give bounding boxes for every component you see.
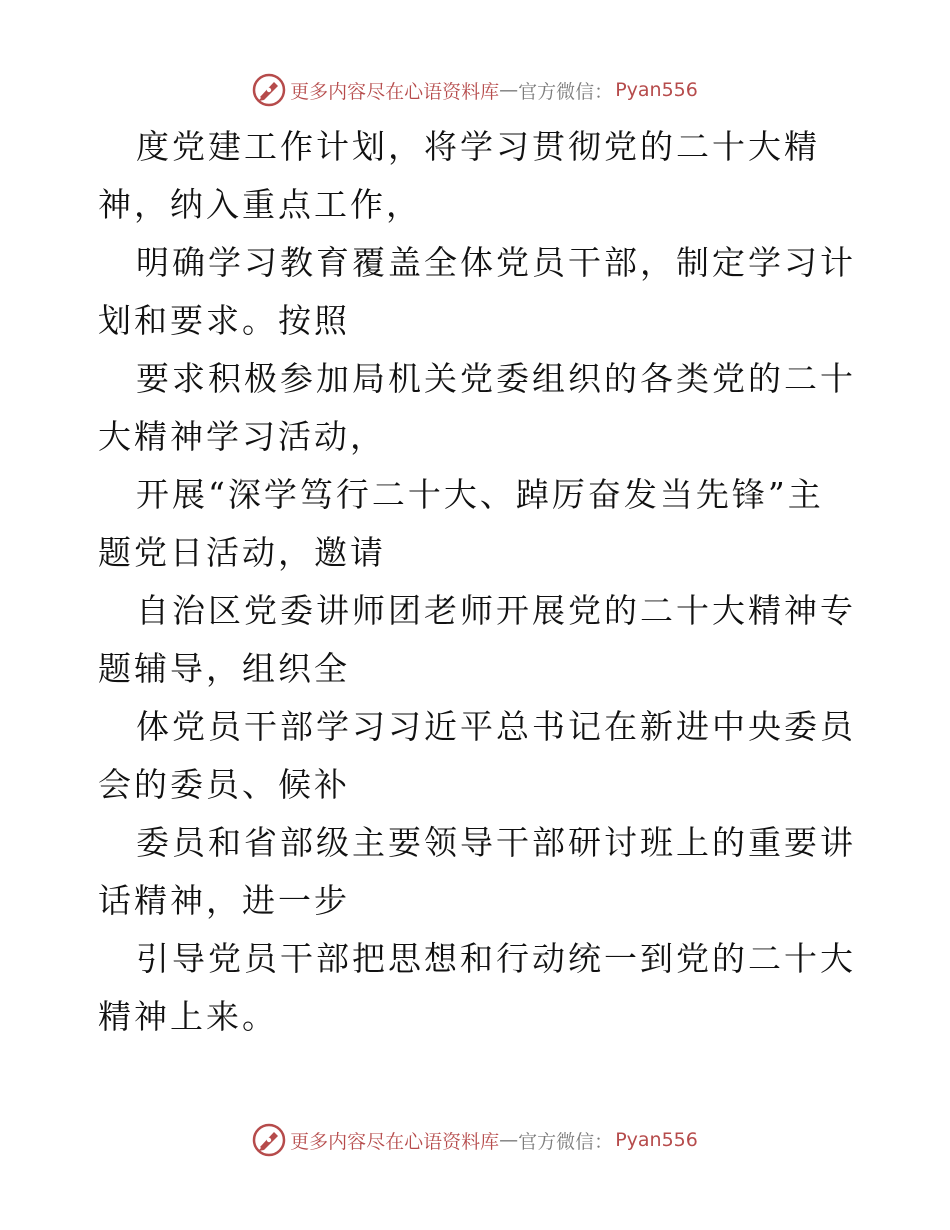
watermark-wechat-label: 官方微信： — [518, 1130, 614, 1153]
watermark-wechat-label: 官方微信： — [518, 80, 614, 103]
header-watermark — [0, 70, 950, 110]
footer-watermark — [0, 1120, 950, 1160]
watermark-wechat-id: Pyan556 — [615, 79, 698, 101]
pen-seal-icon — [252, 1123, 286, 1157]
watermark-wechat-id: Pyan556 — [615, 1129, 698, 1151]
paragraph: 开展“深学笃行二十大、踔厉奋发当先锋”主题党日活动，邀请 — [98, 475, 824, 572]
watermark-separator: — — [499, 1129, 519, 1151]
paragraph: 委员和省部级主要领导干部研讨班上的重要讲话精神，进一步 — [98, 823, 856, 920]
document-body — [98, 118, 858, 1046]
paragraph: 要求积极参加局机关党委组织的各类党的二十大精神学习活动， — [98, 359, 856, 456]
paragraph: 明确学习教育覆盖全体党员干部，制定学习计划和要求。按照 — [98, 243, 856, 340]
watermark-separator: — — [499, 79, 519, 101]
watermark-site: 更多内容尽在心语资料库 — [290, 80, 500, 103]
paragraph: 体党员干部学习习近平总书记在新进中央委员会的委员、候补 — [98, 707, 856, 804]
watermark-site: 更多内容尽在心语资料库 — [290, 1130, 500, 1153]
pen-seal-icon — [252, 73, 286, 107]
paragraph: 度党建工作计划，将学习贯彻党的二十大精神，纳入重点工作， — [98, 127, 820, 224]
paragraph: 引导党员干部把思想和行动统一到党的二十大精神上来。 — [98, 939, 856, 1036]
paragraph: 自治区党委讲师团老师开展党的二十大精神专题辅导，组织全 — [98, 591, 856, 688]
